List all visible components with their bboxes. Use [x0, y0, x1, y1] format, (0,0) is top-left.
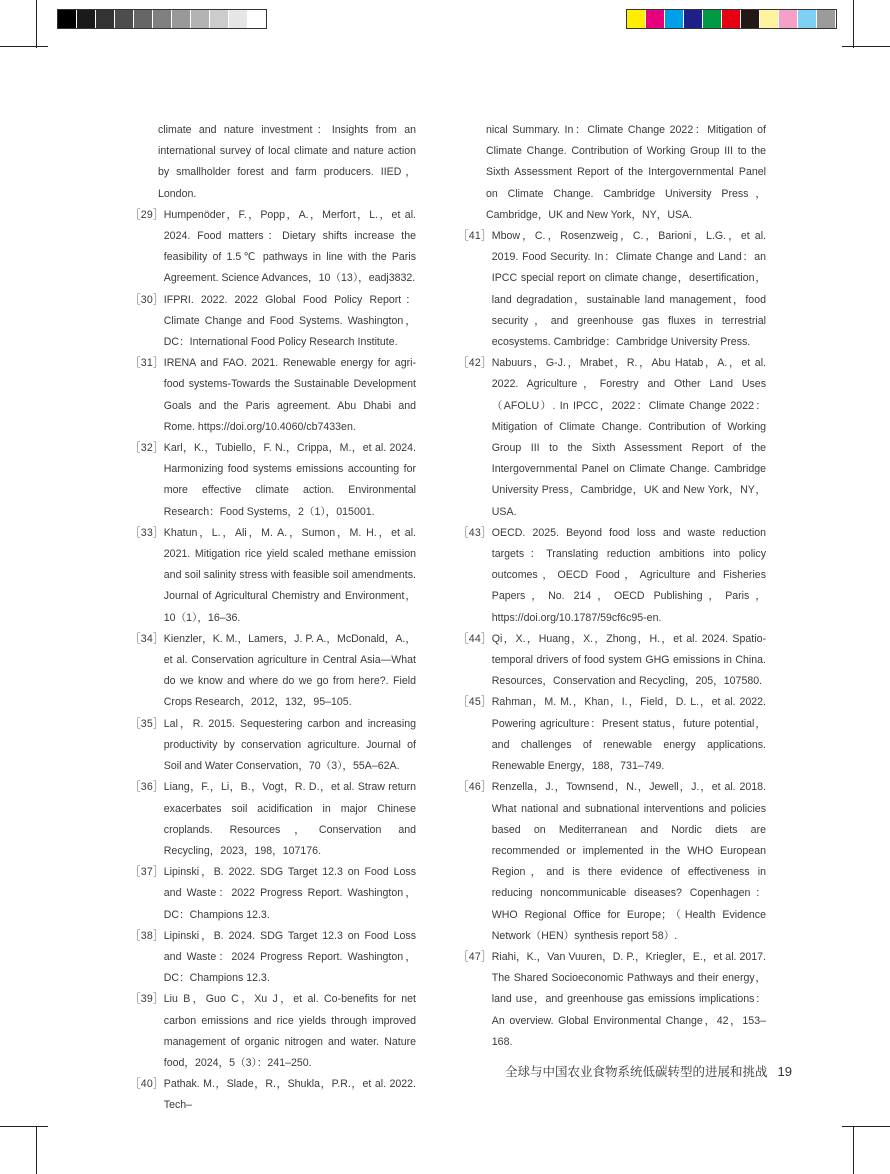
color-swatch — [703, 10, 722, 28]
reference-entry — [458, 947, 766, 1053]
reference-column-left — [130, 120, 416, 1117]
color-swatch — [722, 10, 741, 28]
grayscale-calibration-bar — [57, 9, 267, 29]
reference-text: Pathak. M.，Slade，R.，Shukla，P.R.，et al. 2022. Tech– — [163, 1078, 416, 1112]
reference-text: Mbow，C.，Rosenzweig，C.，Barioni，L.G.，et al. 2019. Food Security. In：Climate Change and Land：an IPCC special report on climate change，desertification，land degradation，sustainable land management，food security，and greenhouse gas fluxes in terrestrial ecosystems. Cambridge：Cambridge University Press. — [491, 230, 766, 349]
reference-text: Lipinski，B. 2022. SDG Target 12.3 on Food Loss and Waste：2022 Progress Report. Washington，DC：Champions 12.3. — [163, 866, 416, 921]
reference-entry — [458, 629, 766, 693]
page-number: 19 — [777, 1064, 792, 1079]
reference-entry — [130, 714, 416, 778]
reference-entry — [130, 1074, 416, 1116]
reference-entry — [130, 777, 416, 862]
reference-text: IRENA and FAO. 2021. Renewable energy for agri-food systems-Towards the Sustainable Development Goals and the Paris agreement. Abu Dhabi and Rome. https://doi.org/10.4060/cb7433en. — [163, 357, 416, 433]
reference-entry — [458, 523, 766, 629]
reference-entry — [130, 438, 416, 523]
reference-text: Kienzler，K. M.，Lamers，J. P. A.，McDonald，A.，et al. Conservation agriculture in Central Asia—What do we know and where do we go from here?. Field Crops Research，2012，132，95–105. — [163, 632, 416, 709]
running-title: 全球与中国农业食物系统低碳转型的进展和挑战 — [505, 1064, 768, 1079]
gray-swatch — [77, 10, 96, 28]
reference-entry — [130, 989, 416, 1074]
gray-swatch — [96, 10, 115, 28]
reference-number: ［30］ — [130, 293, 164, 306]
reference-number: ［45］ — [458, 696, 492, 709]
gray-swatch — [248, 10, 266, 28]
gray-swatch — [191, 10, 210, 28]
reference-number: ［35］ — [130, 717, 164, 730]
gray-swatch — [172, 10, 191, 28]
color-calibration-bar — [626, 9, 837, 29]
gray-swatch — [210, 10, 229, 28]
reference-text: nical Summary. In：Climate Change 2022：Mitigation of Climate Change. Contribution of Working Group III to the Sixth Assessment Report of the Intergovernmental Panel on Climate Change. Cambridge University Press，Cambridge，UK and New York，NY，USA. — [486, 124, 766, 221]
gray-swatch — [153, 10, 172, 28]
reference-text: Lipinski，B. 2024. SDG Target 12.3 on Food Loss and Waste：2024 Progress Report. Washington，DC：Champions 12.3. — [163, 929, 416, 985]
reference-number: ［42］ — [458, 357, 492, 370]
reference-number: ［31］ — [130, 357, 164, 370]
color-swatch — [646, 10, 665, 28]
color-swatch — [684, 10, 703, 28]
reference-entry — [130, 353, 416, 438]
reference-column-right — [458, 120, 766, 1053]
color-swatch — [779, 10, 798, 28]
reference-number: ［33］ — [130, 526, 164, 539]
reference-number: ［46］ — [458, 781, 492, 794]
reference-text: Riahi，K.，Van Vuuren，D. P.，Kriegler，E.，et al. 2017. The Shared Socioeconomic Pathways and their energy，land use，and greenhouse gas emissions implications：An overview. Global Environmental Change，42，153–168. — [491, 950, 766, 1048]
reference-entry — [130, 629, 416, 714]
reference-number: ［40］ — [130, 1078, 164, 1091]
reference-number: ［36］ — [130, 781, 164, 794]
color-swatch — [741, 10, 760, 28]
color-swatch — [798, 10, 817, 28]
gray-swatch — [58, 10, 77, 28]
reference-entry — [130, 290, 416, 354]
reference-number: ［34］ — [130, 632, 164, 645]
reference-text: Nabuurs，G-J.，Mrabet，R.，Abu Hatab，A.，et al. 2022. Agriculture，Forestry and Other Land Uses（AFOLU）. In IPCC，2022：Climate Change 2022：Mitigation of Climate Change. Contribution of Working Group III to the Sixth Assessment Report of the Intergovernmental Panel on Climate Change. Cambridge University Press，Cambridge，UK and New York，NY，USA. — [491, 357, 766, 518]
color-swatch — [627, 10, 646, 28]
reference-text: IFPRI. 2022. 2022 Global Food Policy Report：Climate Change and Food Systems. Washington，DC：International Food Policy Research Institute. — [163, 293, 416, 349]
reference-text: Liang，F.，Li，B.，Vogt，R. D.，et al. Straw return exacerbates soil acidification in major Chinese croplands. Resources，Conservation and Recycling，2023，198，107176. — [163, 781, 416, 857]
gray-swatch — [229, 10, 248, 28]
reference-number: ［39］ — [130, 993, 164, 1006]
reference-text: Qi，X.，Huang，X.，Zhong，H.，et al. 2024. Spatio-temporal drivers of food system GHG emissions in China. Resources，Conservation and Recycling，205，107580. — [491, 632, 766, 688]
reference-text: Renzella，J.，Townsend，N.，Jewell，J.，et al. 2018. What national and subnational interventions and policies based on Mediterranean and Nordic diets are recommended or implemented in the WHO European Region，and is there evidence of effectiveness in reducing noncommunicable diseases? Copenhagen：WHO Regional Office for Europe；（Health Evidence Network（HEN）synthesis report 58）. — [491, 781, 766, 942]
gray-swatch — [115, 10, 134, 28]
reference-entry — [458, 226, 766, 353]
color-swatch — [760, 10, 779, 28]
reference-text: Karl，K.，Tubiello，F. N.，Crippa，M.，et al. 2024. Harmonizing food systems emissions accounting for more effective climate action. Environmental Research：Food Systems，2（1），015001. — [163, 442, 416, 518]
reference-number: ［43］ — [458, 526, 492, 539]
reference-number: ［32］ — [130, 442, 164, 455]
reference-entry — [130, 523, 416, 629]
reference-entry — [458, 777, 766, 947]
gray-swatch — [134, 10, 153, 28]
reference-number: ［37］ — [130, 866, 164, 879]
reference-continuation — [130, 120, 416, 205]
page-footer — [505, 1062, 792, 1080]
reference-entry — [458, 692, 766, 777]
reference-text: climate and nature investment：Insights from an international survey of local climate and nature action by smallholder forest and farm producers. IIED，London. — [158, 124, 416, 200]
reference-text: Liu B，Guo C，Xu J，et al. Co-benefits for net carbon emissions and rice yields through improved management of organic nitrogen and water. Nature food，2024，5（3）：241–250. — [163, 993, 416, 1069]
reference-entry — [130, 205, 416, 290]
reference-number: ［44］ — [458, 632, 492, 645]
reference-continuation — [458, 120, 766, 226]
reference-text: Lal，R. 2015. Sequestering carbon and increasing productivity by conservation agriculture. Journal of Soil and Water Conservation，70（3），55A–62A. — [163, 717, 416, 773]
reference-number: ［47］ — [458, 950, 492, 963]
reference-number: ［29］ — [130, 208, 164, 221]
color-swatch — [665, 10, 684, 28]
reference-entry — [130, 862, 416, 926]
reference-text: OECD. 2025. Beyond food loss and waste reduction targets：Translating reduction ambitions into policy outcomes，OECD Food，Agriculture and Fisheries Papers，No. 214，OECD Publishing，Paris，https://doi.org/10.1787/59cf6c95-en. — [491, 526, 766, 624]
color-swatch — [817, 10, 836, 28]
reference-entry — [130, 926, 416, 990]
reference-text: Rahman，M. M.，Khan，I.，Field，D. L.，et al. 2022. Powering agriculture：Present status，future potential，and challenges of renewable energy applications. Renewable Energy，188，731–749. — [491, 696, 766, 773]
reference-number: ［41］ — [458, 230, 492, 243]
reference-number: ［38］ — [130, 929, 164, 942]
reference-text: Khatun，L.，Ali，M. A.，Sumon，M. H.，et al. 2021. Mitigation rice yield scaled methane emission and soil salinity stress with feasible soil amendments. Journal of Agricultural Chemistry and Environment，10（1），16–36. — [163, 526, 416, 624]
reference-entry — [458, 353, 766, 523]
reference-text: Humpenöder，F.，Popp，A.，Merfort，L.，et al. 2024. Food matters：Dietary shifts increase the feasibility of 1.5℃ pathways in line with the Paris Agreement. Science Advances，10（13），eadj3832. — [163, 208, 416, 285]
